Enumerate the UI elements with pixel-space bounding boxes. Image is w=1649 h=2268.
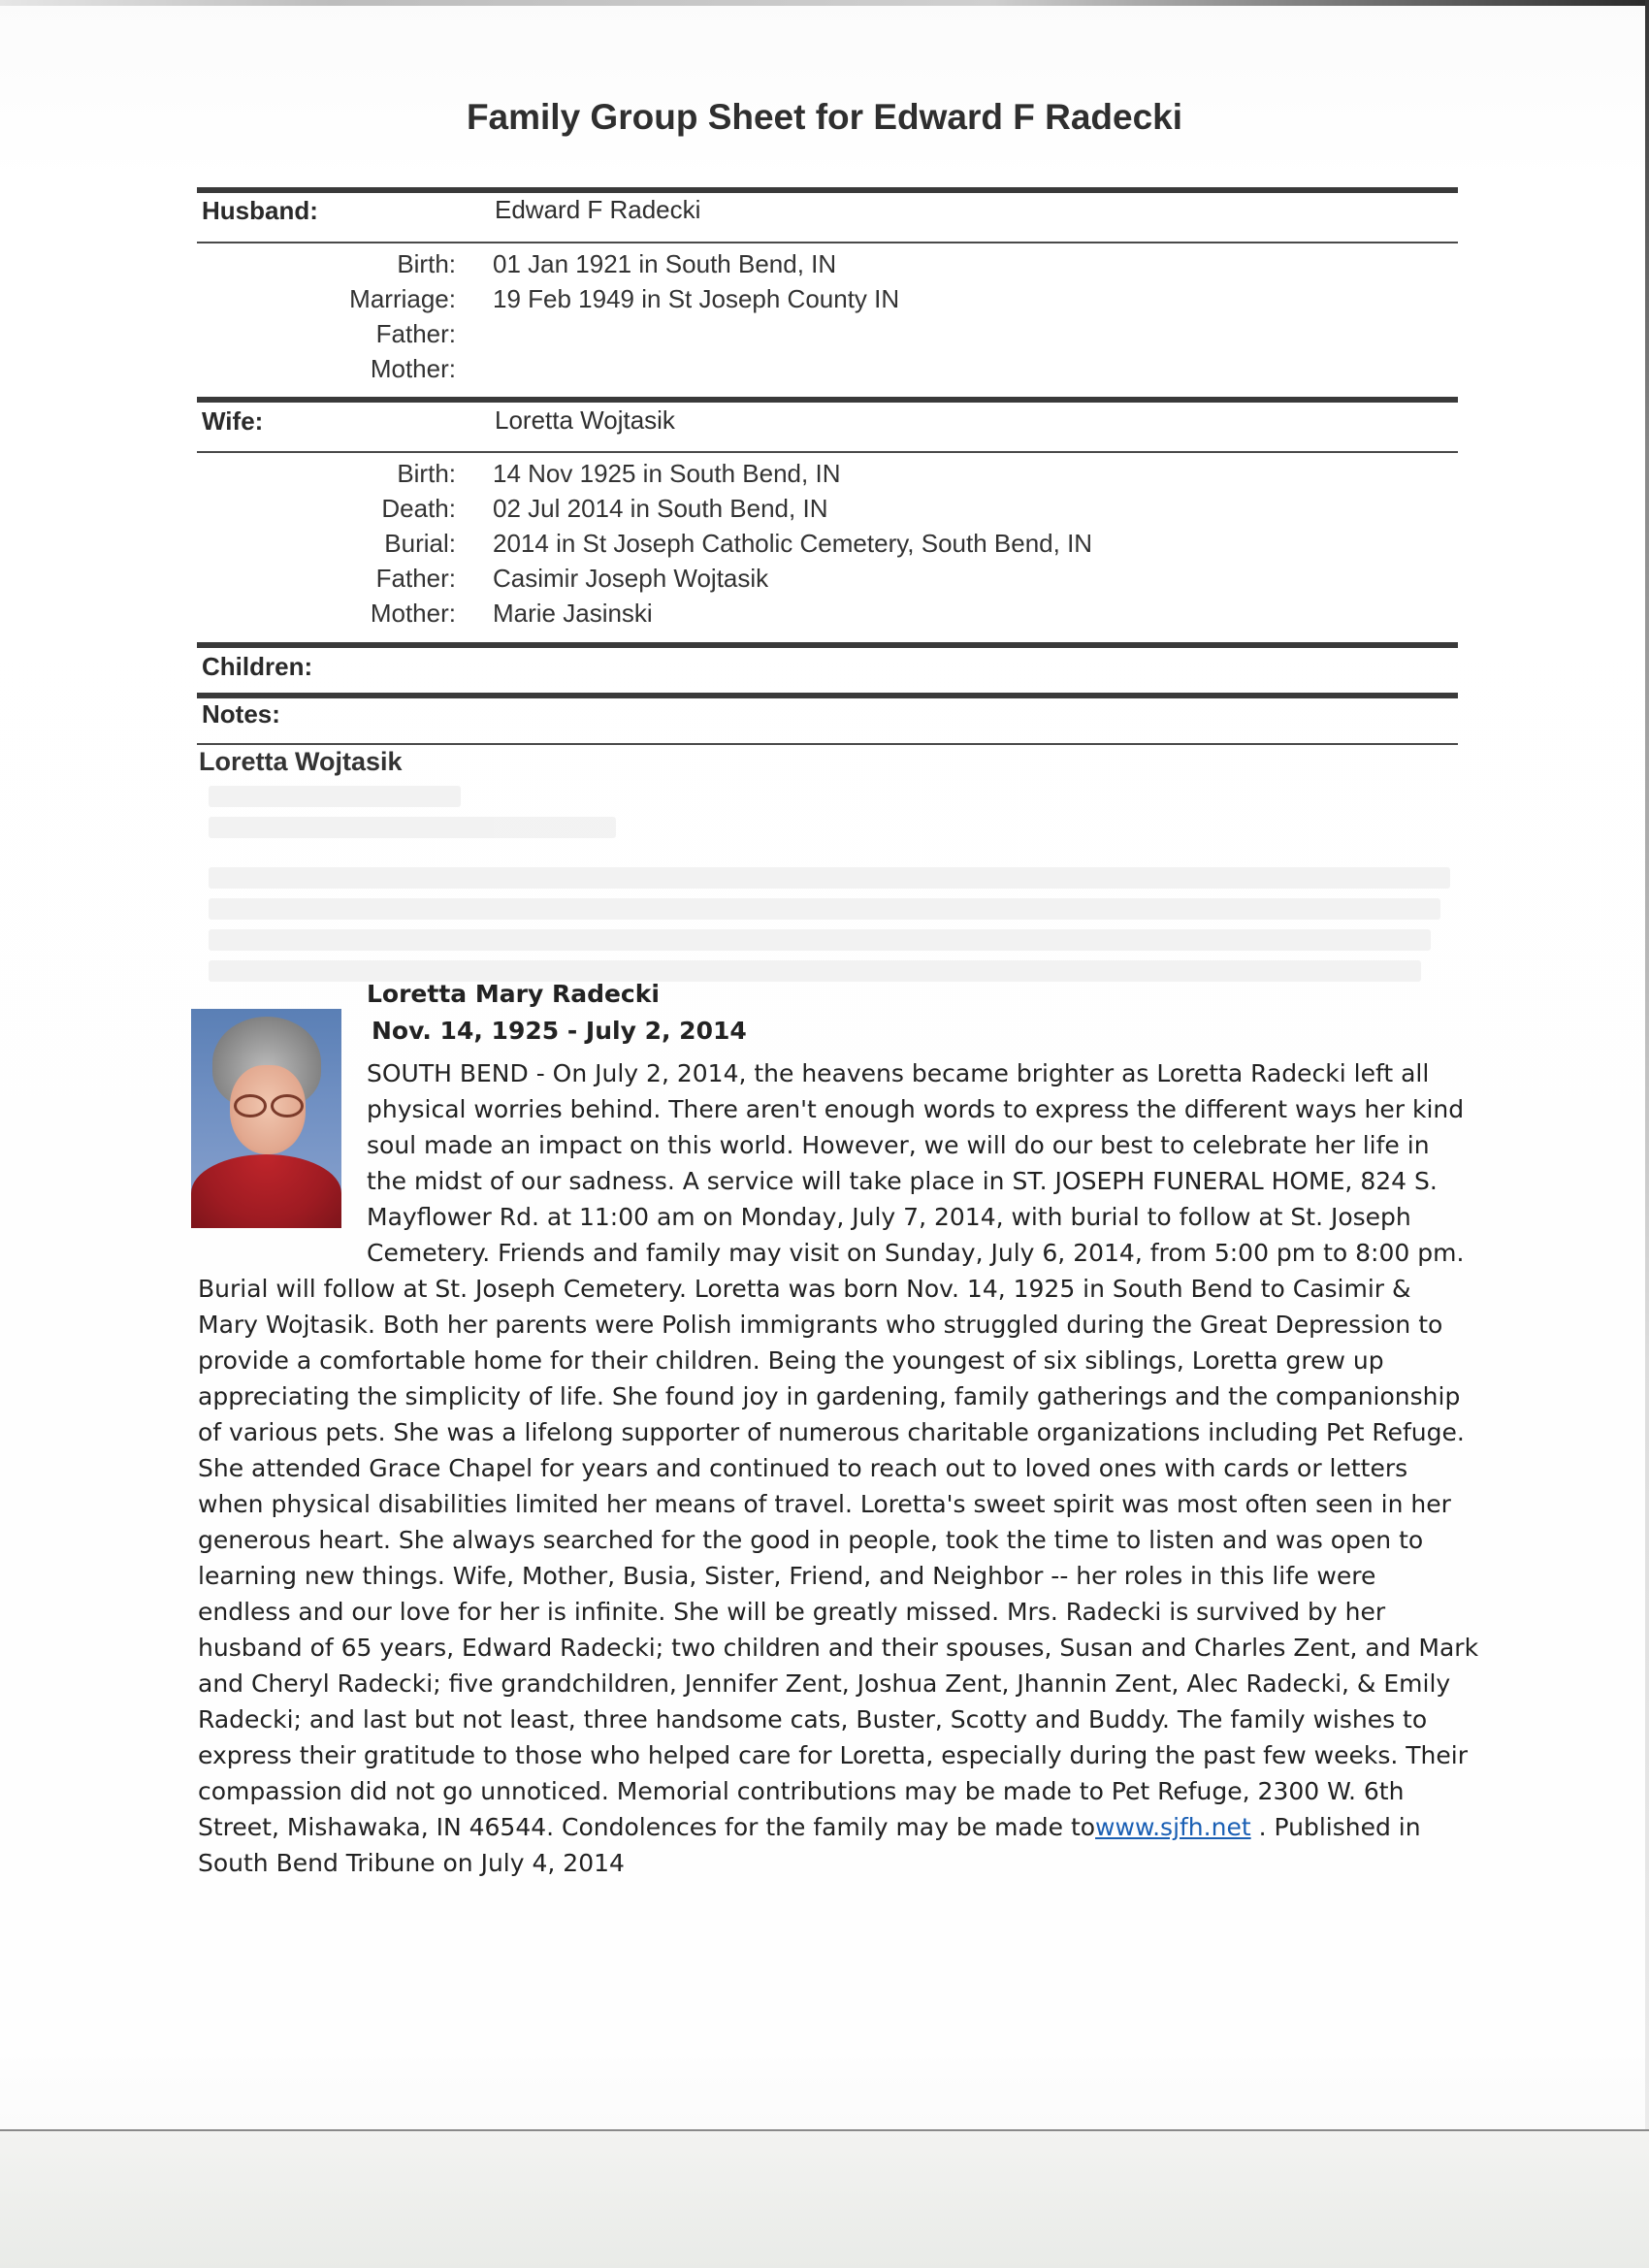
obituary-line: Burial will follow at St. Joseph Cemetery. Loretta was born Nov. 14, 1925 in South Bend to Casimir & <box>198 1275 1411 1303</box>
wife-name-rule <box>197 451 1458 453</box>
obituary-line: physical worries behind. There aren't enough words to express the different ways her kind <box>367 1095 1465 1123</box>
field-key: Marriage: <box>349 284 456 313</box>
field-value: 19 Feb 1949 in St Joseph County IN <box>493 284 900 313</box>
obituary-line: soul made an impact on this world. However, we will do our best to celebrate her life in <box>367 1131 1430 1159</box>
obituary-line: of various pets. She was a lifelong supporter of numerous charitable organizations including Pet Refuge. <box>198 1418 1465 1446</box>
condolence-prefix: Street, Mishawaka, IN 46544. Condolences for the family may be made to <box>198 1813 1096 1841</box>
obituary-line: She attended Grace Chapel for years and continued to reach out to loved ones with cards or letters <box>198 1454 1408 1482</box>
section-rule-husband <box>197 187 1458 193</box>
page-title: Family Group Sheet for Edward F Radecki <box>466 97 1183 137</box>
field-value: 2014 in St Joseph Catholic Cemetery, South Bend, IN <box>493 529 1093 558</box>
portrait-photo <box>191 1009 341 1228</box>
section-rule-notes <box>197 693 1458 698</box>
obituary-line: Mayflower Rd. at 11:00 am on Monday, July 7, 2014, with burial to follow at St. Joseph <box>367 1203 1411 1231</box>
field-value: 14 Nov 1925 in South Bend, IN <box>493 459 841 488</box>
husband-name: Edward F Radecki <box>495 195 701 224</box>
obituary-dates: Nov. 14, 1925 - July 2, 2014 <box>372 1017 747 1045</box>
obituary-line: Mary Wojtasik. Both her parents were Polish immigrants who struggled during the Great Depression to <box>198 1311 1443 1339</box>
husband-field-birth <box>0 249 1649 282</box>
husband-field-marriage <box>0 284 1649 317</box>
obituary-line: and Cheryl Radecki; five grandchildren, Jennifer Zent, Joshua Zent, Jhannin Zent, Alec Radecki, & Emily <box>198 1669 1451 1698</box>
condolence-suffix: . Published in <box>1250 1813 1421 1841</box>
wife-field-burial <box>0 529 1649 562</box>
notes-rule <box>197 743 1458 745</box>
field-key: Mother: <box>370 354 456 383</box>
field-key: Death: <box>381 494 456 523</box>
wife-field-mother <box>0 599 1649 632</box>
field-value: Marie Jasinski <box>493 599 653 628</box>
obituary-line: the midst of our sadness. A service will take place in ST. JOSEPH FUNERAL HOME, 824 S. <box>367 1167 1438 1195</box>
husband-name-rule <box>197 242 1458 243</box>
obituary-condolence-line <box>198 1809 1421 1845</box>
husband-field-father <box>0 319 1649 352</box>
wife-name: Loretta Wojtasik <box>495 405 675 435</box>
obituary-line: South Bend Tribune on July 4, 2014 <box>198 1849 625 1877</box>
obituary-line: appreciating the simplicity of life. She found joy in gardening, family gatherings and the companionship <box>198 1382 1461 1410</box>
section-rule-wife <box>197 397 1458 403</box>
obituary-line: generous heart. She always searched for the good in people, took the time to listen and was open to <box>198 1526 1424 1554</box>
husband-label: Husband: <box>202 196 318 225</box>
scan-edge-top <box>0 0 1649 6</box>
obituary-line: express their gratitude to those who helped care for Loretta, especially during the past few weeks. Their <box>198 1741 1468 1769</box>
field-key: Birth: <box>397 249 456 278</box>
field-key: Father: <box>375 319 456 348</box>
field-value: Casimir Joseph Wojtasik <box>493 564 769 593</box>
obituary-line: Cemetery. Friends and family may visit on Sunday, July 6, 2014, from 5:00 pm to 8:00 pm. <box>367 1239 1465 1267</box>
obituary-line: husband of 65 years, Edward Radecki; two children and their spouses, Susan and Charles Zent, and Mark <box>198 1634 1479 1662</box>
wife-field-birth <box>0 459 1649 492</box>
obituary-line: Radecki; and last but not least, three handsome cats, Buster, Scotty and Buddy. The family wishes to <box>198 1705 1428 1733</box>
scan-bottom-margin <box>0 2129 1649 2268</box>
funeral-home-link[interactable]: www.sjfh.net <box>1095 1813 1251 1841</box>
field-value: 01 Jan 1921 in South Bend, IN <box>493 249 837 278</box>
obituary-line: when physical disabilities limited her means of travel. Loretta's sweet spirit was most often seen in her <box>198 1490 1451 1518</box>
obituary-line: SOUTH BEND - On July 2, 2014, the heavens became brighter as Loretta Radecki left all <box>367 1059 1430 1087</box>
husband-field-mother <box>0 354 1649 387</box>
children-label: Children: <box>202 652 313 681</box>
obituary-name: Loretta Mary Radecki <box>367 980 660 1008</box>
notes-heading: Loretta Wojtasik <box>199 747 403 776</box>
obituary-line: provide a comfortable home for their children. Being the youngest of six siblings, Loretta grew up <box>198 1346 1384 1375</box>
field-key: Mother: <box>370 599 456 628</box>
wife-label: Wife: <box>202 406 264 436</box>
field-key: Father: <box>375 564 456 593</box>
obituary-line: compassion did not go unnoticed. Memorial contributions may be made to Pet Refuge, 2300 W. 6th <box>198 1777 1405 1805</box>
field-key: Burial: <box>384 529 456 558</box>
wife-field-father <box>0 564 1649 597</box>
field-key: Birth: <box>397 459 456 488</box>
wife-field-death <box>0 494 1649 527</box>
section-rule-children <box>197 642 1458 648</box>
field-value: 02 Jul 2014 in South Bend, IN <box>493 494 828 523</box>
notes-label: Notes: <box>202 699 280 729</box>
obituary-line: learning new things. Wife, Mother, Busia, Sister, Friend, and Neighbor -- her roles in this life were <box>198 1562 1376 1590</box>
obituary-line: endless and our love for her is infinite. She will be greatly missed. Mrs. Radecki is survived by her <box>198 1598 1386 1626</box>
